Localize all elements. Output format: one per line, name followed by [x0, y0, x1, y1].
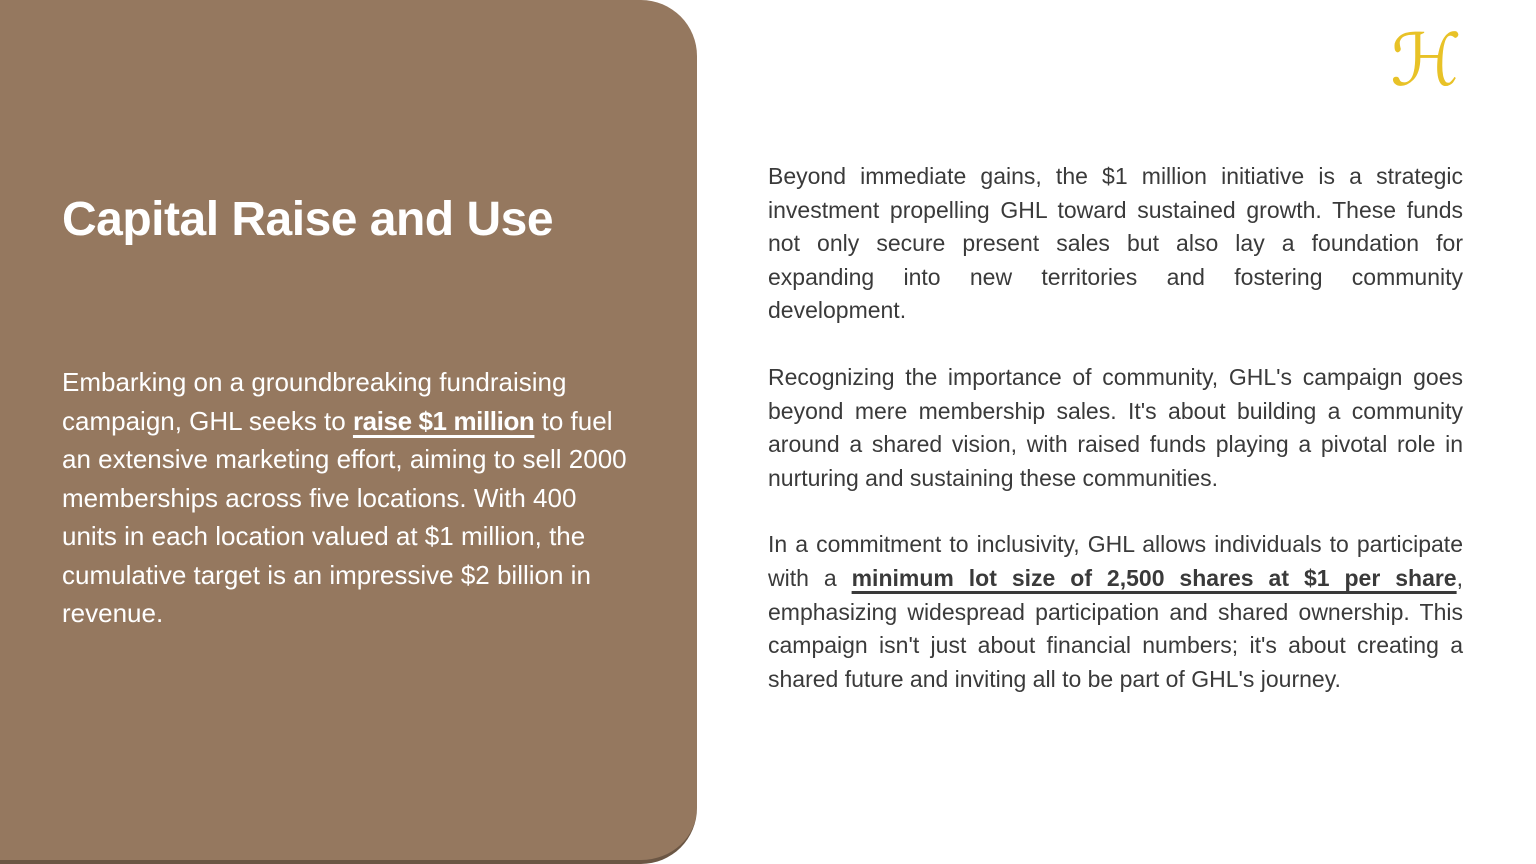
right-paragraph-3 [768, 528, 1463, 696]
text-segment: In a commitment to inclusivity, GHL allows individuals to participate with a [768, 531, 1463, 591]
text-segment: Embarking on a groundbreaking fundraising campaign, GHL seeks to [62, 367, 567, 436]
right-paragraph-2 [768, 361, 1463, 495]
emphasized-text: raise $1 million [352, 405, 535, 436]
emphasized-text: minimum lot size of 2,500 shares at $1 per share [851, 564, 1457, 591]
brand-monogram-icon: ℋ [1390, 18, 1462, 102]
left-panel [0, 0, 697, 864]
page-title: Capital Raise and Use [62, 193, 554, 246]
left-panel-paragraph [62, 363, 627, 633]
text-segment: Beyond immediate gains, the $1 million initiative is a strategic investment propelling GHL toward sustained growth. These funds not only secure present sales but also lay a foundation for expanding into new territories and fostering community development. [768, 163, 1463, 324]
text-segment: , emphasizing widespread participation and shared ownership. This campaign isn't just about financial numbers; it's about creating a shared future and inviting all to be part of GHL's journey. [768, 564, 1463, 692]
right-paragraph-1 [768, 160, 1463, 328]
text-segment: to fuel an extensive marketing effort, aiming to sell 2000 memberships across five locations. With 400 units in each location valued at $1 million, the cumulative target is an impressive $2 billion in revenue. [62, 405, 627, 628]
text-segment: Recognizing the importance of community, GHL's campaign goes beyond mere membership sales. It's about building a community around a shared vision, with raised funds playing a pivotal role in nurturing and sustaining these communities. [768, 363, 1463, 491]
right-column [768, 160, 1463, 696]
